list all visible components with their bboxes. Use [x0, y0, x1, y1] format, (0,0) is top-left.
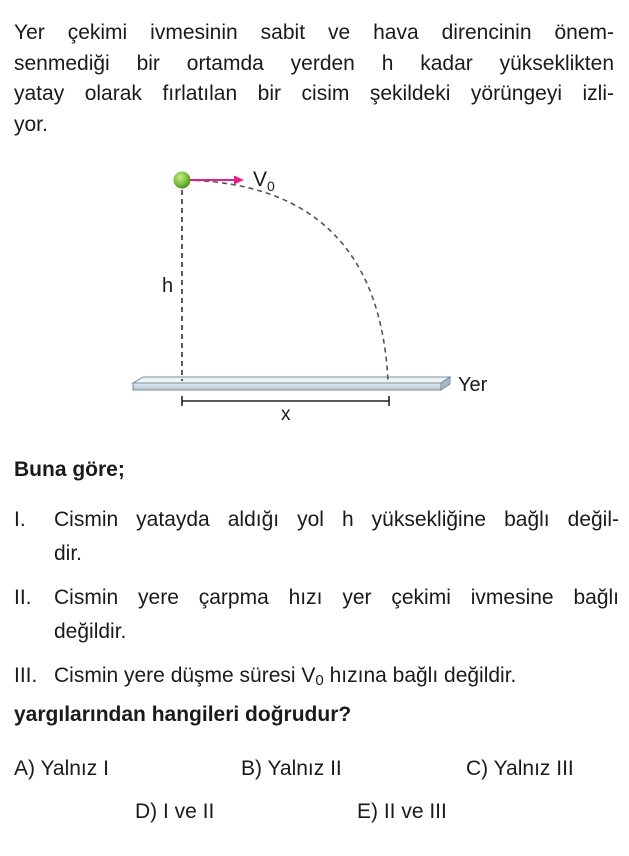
- stem-line-2: senmediği bir ortamda yerden h kadar yükseklikten: [14, 51, 614, 75]
- distance-label: x: [281, 404, 291, 425]
- statement-3-sub: 0: [315, 672, 324, 689]
- velocity-label: $V_0$: [253, 168, 275, 194]
- statement-2-line-2: değildir.: [54, 620, 127, 643]
- velocity-arrow: [190, 176, 244, 185]
- option-a[interactable]: A) Yalnız I: [14, 757, 109, 780]
- statement-3-number: III.: [14, 664, 38, 687]
- lead-text: Buna göre;: [14, 458, 125, 481]
- ball: [174, 172, 191, 189]
- stem-line-1: Yer çekimi ivmesinin sabit ve hava direncinin önem-: [14, 21, 614, 44]
- height-label: h: [162, 275, 174, 297]
- ground-label: Yer: [458, 374, 488, 396]
- statement-2-number: II.: [14, 586, 32, 609]
- statement-3-pre: Cismin yere düşme süresi V: [54, 664, 316, 687]
- statement-3-post: hızına bağlı değildir.: [323, 664, 517, 687]
- stem-line-4: yor.: [14, 112, 48, 136]
- option-d[interactable]: D) I ve II: [135, 800, 215, 823]
- statement-1-number: I.: [14, 508, 26, 531]
- option-c[interactable]: C) Yalnız III: [466, 757, 574, 780]
- stem-line-3: yatay olarak fırlatılan bir cisim şekildeki yörüngeyi izli-: [14, 82, 614, 105]
- statement-1-line-2: dir.: [54, 542, 83, 565]
- ground-slab: [133, 377, 450, 390]
- option-b[interactable]: B) Yalnız II: [241, 757, 342, 780]
- trajectory-path: [186, 180, 388, 381]
- statement-3-line: [54, 659, 619, 695]
- option-e[interactable]: E) II ve III: [357, 800, 447, 823]
- question-prompt: yargılarından hangileri doğrudur?: [14, 703, 352, 726]
- statement-1-line-1: Cismin yatayda aldığı yol h yüksekliğine bağlı değil-: [54, 508, 619, 531]
- statement-2-line-1: Cismin yere çarpma hızı yer çekimi ivmesine bağlı: [54, 586, 619, 609]
